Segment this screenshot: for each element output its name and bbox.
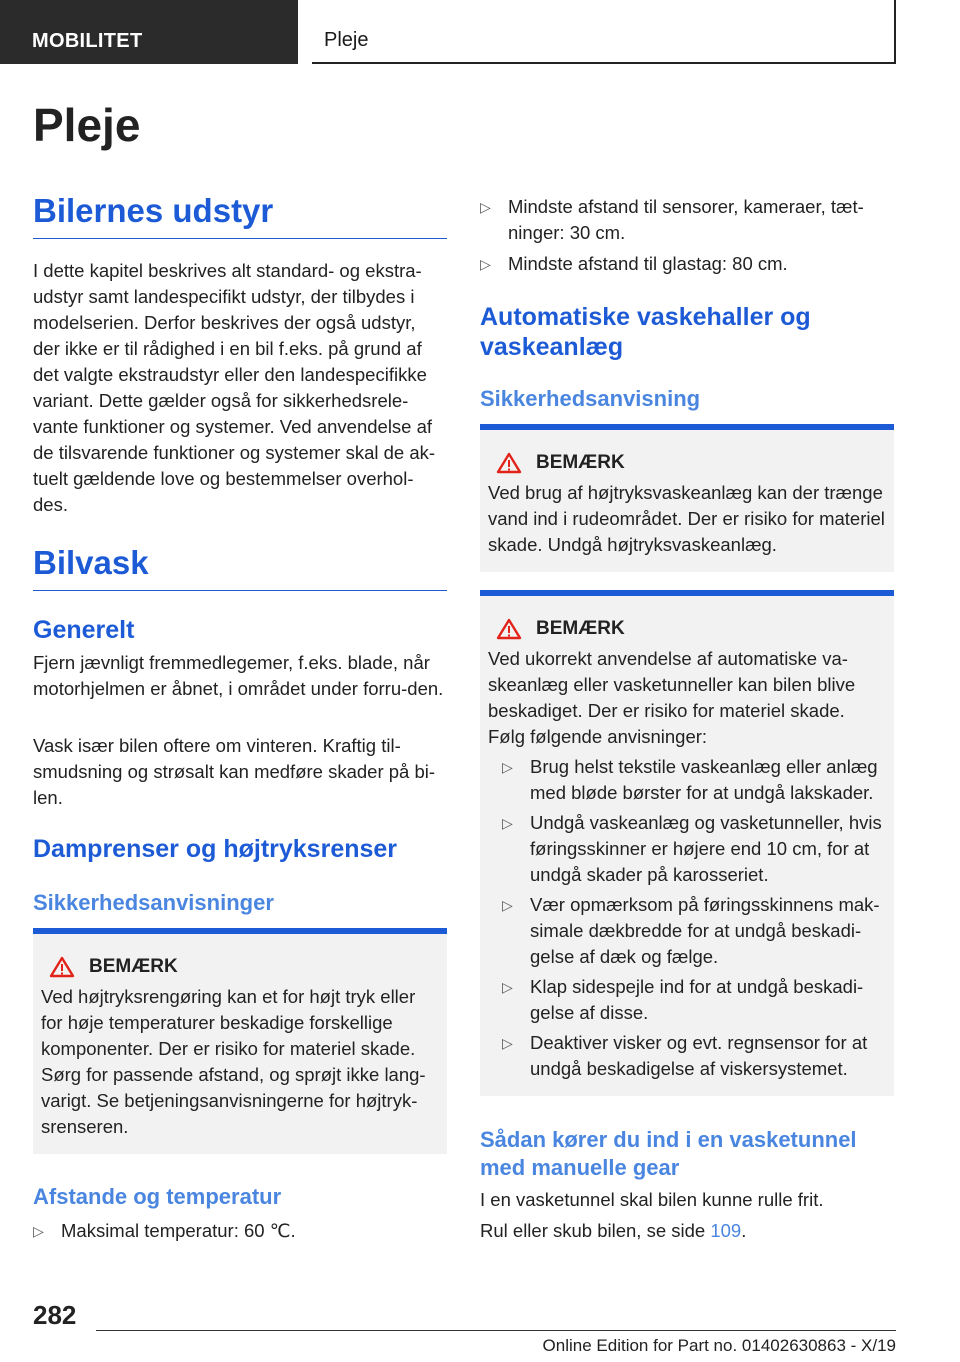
triangle-bullet-icon: ▷ bbox=[480, 199, 491, 215]
notice-box bbox=[480, 590, 894, 1096]
triangle-bullet-icon: ▷ bbox=[480, 256, 491, 272]
paragraph-tunnel-1: I en vasketunnel skal bilen kunne rulle frit. bbox=[480, 1189, 824, 1210]
list-item: ▷ Deaktiver visker og evt. regnsensor for at undgå beskadigelse af viskersystemet. bbox=[502, 1032, 868, 1079]
heading-bilernes-udstyr: Bilernes udstyr bbox=[33, 192, 447, 239]
heading-bilvask: Bilvask bbox=[33, 544, 447, 591]
list-item: ▷ Vær opmærksom på føringsskinnens mak-simale dækbredde for at undgå beskadi-gelse af dæk og fælge. bbox=[502, 894, 880, 967]
warning-triangle-icon bbox=[496, 452, 522, 474]
triangle-bullet-icon: ▷ bbox=[502, 1035, 513, 1051]
paragraph-udstyr: I dette kapitel beskrives alt standard- og ekstra-udstyr samt landespecifikt udstyr, der tilbydes i modelserien. Derfor beskrives der også udstyr, der ikke er til rådighed i en bil f.eks. på grund af det valgte ekstraudstyr eller den landespecifikke variant. Dette gælder også for sikkerhedsrele-vante funktioner og systemer. Ved anvendelse af de tilsvarende funktioner og systemer skal de ak-tuelt gældende love og bestemmelser overhol-des. bbox=[33, 260, 436, 515]
footer-divider bbox=[96, 1330, 896, 1331]
heading-sikkerhedsanvisning: Sikkerhedsanvisning bbox=[480, 386, 701, 411]
notice-title: BEMÆRK bbox=[536, 618, 625, 639]
paragraph-tunnel-2: Rul eller skub bilen, se side 109. bbox=[480, 1220, 747, 1241]
page-reference-link[interactable]: 109 bbox=[710, 1220, 742, 1241]
notice-text: Ved ukorrekt anvendelse af automatiske va-skeanlæg eller vasketunneller kan bilen blive beskadiget. Der er risiko for materiel skade. Følg følgende anvisninger: bbox=[488, 648, 856, 747]
notice-box bbox=[480, 424, 894, 572]
paragraph-generelt-1: Fjern jævnligt fremmedlegemer, f.eks. blade, når motorhjelmen er åbnet, i området under forru-den. bbox=[33, 652, 444, 699]
notice-box bbox=[33, 928, 447, 1154]
list-item: ▷ Mindste afstand til glastag: 80 cm. bbox=[480, 251, 894, 277]
notice-text: Ved brug af højtryksvaskeanlæg kan der trænge vand ind i rudeområdet. Der er risiko for materiel skade. Undgå højtryksvaskeanlæg. bbox=[488, 482, 885, 555]
page-number: 282 bbox=[33, 1300, 77, 1330]
notice-header bbox=[488, 618, 886, 640]
notice-header bbox=[488, 452, 886, 474]
heading-damprenser: Damprenser og højtryksrenser bbox=[33, 835, 398, 863]
footer-edition: Online Edition for Part no. 01402630863 - X/19 bbox=[542, 1336, 896, 1355]
heading-vasketunnel: Sådan kører du ind i en vasketunnel med manuelle gear bbox=[480, 1127, 857, 1180]
warning-triangle-icon bbox=[49, 956, 75, 978]
paragraph-generelt-2: Vask især bilen oftere om vinteren. Kraftig til-smudsning og strøsalt kan medføre skader på bi-len. bbox=[33, 735, 436, 808]
notice-text: Ved højtryksrengøring kan et for højt tryk eller for høje temperaturer beskadige forskellige komponenter. Der er risiko for materiel skade. Sørg for passende afstand, og sprøjt ikke lang-varigt. Se betjeningsanvisningerne for højtryk-srenseren. bbox=[41, 986, 426, 1137]
notice-header bbox=[41, 956, 439, 978]
heading-afstande: Afstande og temperatur bbox=[33, 1184, 282, 1209]
triangle-bullet-icon: ▷ bbox=[502, 815, 513, 831]
triangle-bullet-icon: ▷ bbox=[502, 759, 513, 775]
page-title: Pleje bbox=[33, 99, 141, 151]
list-item: ▷ Maksimal temperatur: 60 ℃. bbox=[33, 1218, 296, 1244]
header-chapter-tab bbox=[312, 0, 896, 64]
notice-title: BEMÆRK bbox=[89, 956, 178, 977]
list-item: ▷ Mindste afstand til sensorer, kameraer, tæt-ninger: 30 cm. bbox=[480, 196, 864, 243]
list-item: ▷ Undgå vaskeanlæg og vasketunneller, hvis føringsskinner er højere end 10 cm, for at undgå skader på karosseriet. bbox=[502, 812, 882, 885]
triangle-bullet-icon: ▷ bbox=[502, 897, 513, 913]
header-chapter-label: Pleje bbox=[324, 29, 369, 51]
notice-title: BEMÆRK bbox=[536, 452, 625, 473]
heading-generelt: Generelt bbox=[33, 616, 135, 644]
warning-triangle-icon bbox=[496, 618, 522, 640]
list-item: ▷ Klap sidespejle ind for at undgå beskadi-gelse af disse. bbox=[502, 976, 864, 1023]
header-section-label: MOBILITET bbox=[32, 30, 143, 52]
list-item: ▷ Brug helst tekstile vaskeanlæg eller anlæg med bløde børster for at undgå lakskader. bbox=[502, 756, 878, 803]
triangle-bullet-icon: ▷ bbox=[33, 1223, 44, 1239]
heading-automatiske-vaskehaller: Automatiske vaskehaller og vaskeanlæg bbox=[480, 303, 811, 361]
heading-sikkerhedsanvisninger: Sikkerhedsanvisninger bbox=[33, 890, 274, 915]
triangle-bullet-icon: ▷ bbox=[502, 979, 513, 995]
header-section-tab bbox=[0, 0, 298, 64]
